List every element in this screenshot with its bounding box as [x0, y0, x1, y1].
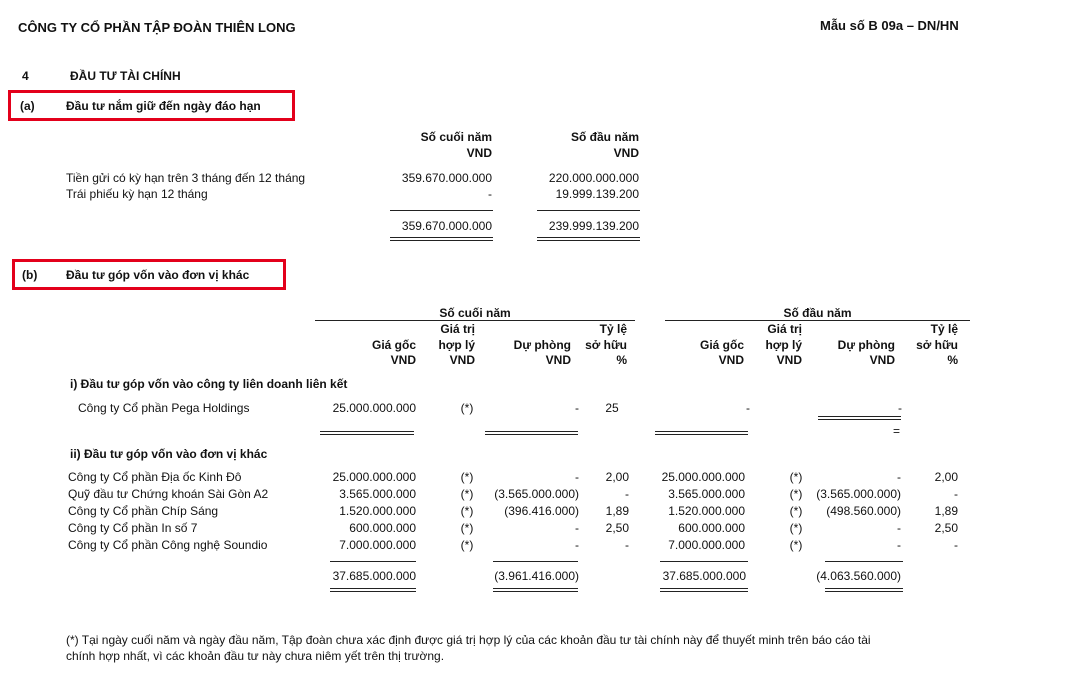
sub2-sum-line	[330, 561, 416, 562]
part-b-title: Đầu tư góp vốn vào đơn vị khác	[66, 268, 250, 282]
table-cell: -	[575, 521, 579, 535]
sub1-title: i) Đầu tư góp vốn vào công ty liên doanh liên kết	[70, 377, 348, 391]
group-begin-line	[665, 320, 970, 321]
table-cell: (3.565.000.000)	[494, 487, 579, 501]
table-cell: (3.565.000.000)	[816, 487, 901, 501]
part-a-unit-begin: VND	[613, 146, 639, 160]
sub2-dbl-line	[660, 591, 748, 592]
col-prov-end-unit: VND	[545, 353, 571, 367]
col-prov-begin-unit: VND	[869, 353, 895, 367]
form-number: Mẫu số B 09a – DN/HN	[820, 18, 959, 33]
part-a-unit-end: VND	[466, 146, 492, 160]
table-cell: (*)	[460, 487, 474, 501]
sub1-dbl-line	[655, 431, 748, 432]
part-a-dbl-line-begin	[537, 240, 640, 241]
table-cell: 2,50	[605, 521, 629, 535]
sub1-line	[818, 416, 901, 417]
table-cell: -	[954, 538, 958, 552]
table-cell: -	[625, 538, 629, 552]
part-a-row-end: 359.670.000.000	[401, 171, 492, 185]
sub1-dbl-line	[485, 431, 578, 432]
table-cell: 2,00	[934, 470, 958, 484]
table-cell: (*)	[789, 487, 803, 501]
part-a-col-begin: Số đầu năm	[570, 130, 639, 144]
table-row-name: Công ty Cổ phần In số 7	[68, 521, 198, 535]
col-fair-end-2: hợp lý	[438, 338, 475, 352]
table-cell: 7.000.000.000	[668, 538, 745, 552]
total-cost-begin: 37.685.000.000	[662, 569, 746, 583]
part-a-col-end: Số cuối năm	[420, 130, 492, 144]
table-cell: -	[897, 538, 901, 552]
table-cell: 600.000.000	[678, 521, 745, 535]
table-cell: -	[575, 470, 579, 484]
part-a-row-end: -	[488, 187, 492, 201]
footnote-line-1: (*) Tại ngày cuối năm và ngày đầu năm, Tập đoàn chưa xác định được giá trị hợp lý của các khoản đầu tư tài chính này để thuyết minh trên báo cáo tài	[66, 633, 871, 647]
group-end-line	[315, 320, 635, 321]
col-cost-begin-unit: VND	[718, 353, 744, 367]
part-a-total-end: 359.670.000.000	[401, 219, 492, 233]
table-cell: 600.000.000	[349, 521, 416, 535]
total-prov-begin: (4.063.560.000)	[816, 569, 901, 583]
table-cell: 2,50	[934, 521, 958, 535]
company-name: CÔNG TY CỔ PHẦN TẬP ĐOÀN THIÊN LONG	[18, 20, 296, 35]
table-row-name: Công ty Cổ phần Địa ốc Kinh Đô	[68, 470, 242, 484]
table-cell: (*)	[460, 521, 474, 535]
part-b-label: (b)	[22, 268, 38, 282]
table-cell: -	[898, 401, 902, 415]
col-own-end: Tỷ lệ	[599, 322, 627, 336]
table-cell: (*)	[460, 538, 474, 552]
col-cost-end-unit: VND	[390, 353, 416, 367]
table-cell: 7.000.000.000	[339, 538, 416, 552]
part-a-row-name: Tiền gửi có kỳ hạn trên 3 tháng đến 12 tháng	[66, 171, 306, 185]
table-cell: -	[625, 487, 629, 501]
table-cell: 25	[605, 401, 619, 415]
col-prov-end: Dự phòng	[513, 338, 571, 352]
table-cell: (*)	[460, 470, 474, 484]
sub1-dbl-line	[320, 434, 414, 435]
table-cell: (498.560.000)	[826, 504, 901, 518]
sub2-dbl-line	[493, 591, 578, 592]
part-a-sum-line-begin	[537, 210, 640, 211]
footnote-line-2: chính hợp nhất, vì các khoản đầu tư này chưa niêm yết trên thị trường.	[66, 649, 445, 663]
table-cell: 25.000.000.000	[661, 470, 745, 484]
table-row-name: Công ty Cổ phần Pega Holdings	[78, 401, 250, 415]
sub1-eq-mark: =	[893, 424, 901, 438]
table-cell: 1,89	[605, 504, 629, 518]
sub2-dbl-line	[660, 588, 748, 589]
part-a-sum-line-end	[390, 210, 493, 211]
table-cell: 1.520.000.000	[668, 504, 745, 518]
col-fair-end: Giá trị	[440, 322, 475, 336]
sub1-dbl-line	[655, 434, 748, 435]
group-end-header: Số cuối năm	[439, 306, 511, 320]
sub1-dbl-line	[320, 431, 414, 432]
col-fair-begin-unit: VND	[776, 353, 802, 367]
sub2-dbl-line	[825, 588, 903, 589]
sub2-dbl-line	[825, 591, 903, 592]
col-own-begin-pct: %	[947, 353, 958, 367]
part-a-label: (a)	[20, 99, 35, 113]
total-cost-end: 37.685.000.000	[332, 569, 416, 583]
table-cell: -	[575, 538, 579, 552]
table-cell: 3.565.000.000	[339, 487, 416, 501]
col-fair-begin: Giá trị	[767, 322, 802, 336]
col-fair-begin-2: hợp lý	[765, 338, 802, 352]
part-a-dbl-line-begin	[537, 237, 640, 238]
col-own-end-2: sở hữu	[585, 338, 627, 352]
part-a-row-name: Trái phiếu kỳ hạn 12 tháng	[66, 187, 208, 201]
sub2-sum-line	[660, 561, 748, 562]
table-cell: 25.000.000.000	[332, 470, 416, 484]
total-prov-end: (3.961.416.000)	[494, 569, 579, 583]
table-cell: (*)	[789, 470, 803, 484]
table-cell: (*)	[460, 504, 474, 518]
table-cell: (*)	[460, 401, 474, 415]
sub1-dbl-line	[485, 434, 578, 435]
sub2-dbl-line	[330, 588, 416, 589]
table-cell: 25.000.000.000	[332, 401, 416, 415]
table-cell: -	[897, 470, 901, 484]
col-cost-begin: Giá gốc	[699, 338, 744, 352]
sub2-sum-line	[493, 561, 578, 562]
table-cell: (*)	[789, 504, 803, 518]
table-cell: -	[897, 521, 901, 535]
table-cell: (*)	[789, 538, 803, 552]
table-row-name: Công ty Cổ phần Chíp Sáng	[68, 504, 219, 518]
col-own-begin-2: sở hữu	[916, 338, 958, 352]
sub2-title: ii) Đầu tư góp vốn vào đơn vị khác	[70, 447, 268, 461]
col-fair-end-unit: VND	[449, 353, 475, 367]
section-title: ĐẦU TƯ TÀI CHÍNH	[70, 69, 181, 83]
table-cell: -	[954, 487, 958, 501]
part-a-title: Đầu tư nắm giữ đến ngày đáo hạn	[66, 99, 261, 113]
col-own-end-pct: %	[616, 353, 627, 367]
table-cell: 1.520.000.000	[339, 504, 416, 518]
group-begin-header: Số đầu năm	[783, 306, 852, 320]
sub2-sum-line	[825, 561, 903, 562]
col-prov-begin: Dự phòng	[837, 338, 895, 352]
table-cell: -	[575, 401, 579, 415]
table-row-name: Công ty Cổ phần Công nghệ Soundio	[68, 538, 268, 552]
table-cell: (*)	[789, 521, 803, 535]
table-cell: 2,00	[605, 470, 629, 484]
part-a-row-begin: 220.000.000.000	[548, 171, 639, 185]
table-cell: 1,89	[934, 504, 958, 518]
sub1-line	[818, 419, 901, 420]
col-cost-end: Giá gốc	[371, 338, 416, 352]
part-a-dbl-line-end	[390, 240, 493, 241]
sub2-dbl-line	[330, 591, 416, 592]
table-row-name: Quỹ đầu tư Chứng khoán Sài Gòn A2	[68, 487, 269, 501]
part-a-dbl-line-end	[390, 237, 493, 238]
section-number: 4	[22, 69, 29, 83]
col-own-begin: Tỷ lệ	[930, 322, 958, 336]
part-a-total-begin: 239.999.139.200	[548, 219, 639, 233]
sub2-dbl-line	[493, 588, 578, 589]
table-cell: -	[746, 401, 750, 415]
part-a-row-begin: 19.999.139.200	[555, 187, 639, 201]
table-cell: (396.416.000)	[504, 504, 579, 518]
table-cell: 3.565.000.000	[668, 487, 745, 501]
